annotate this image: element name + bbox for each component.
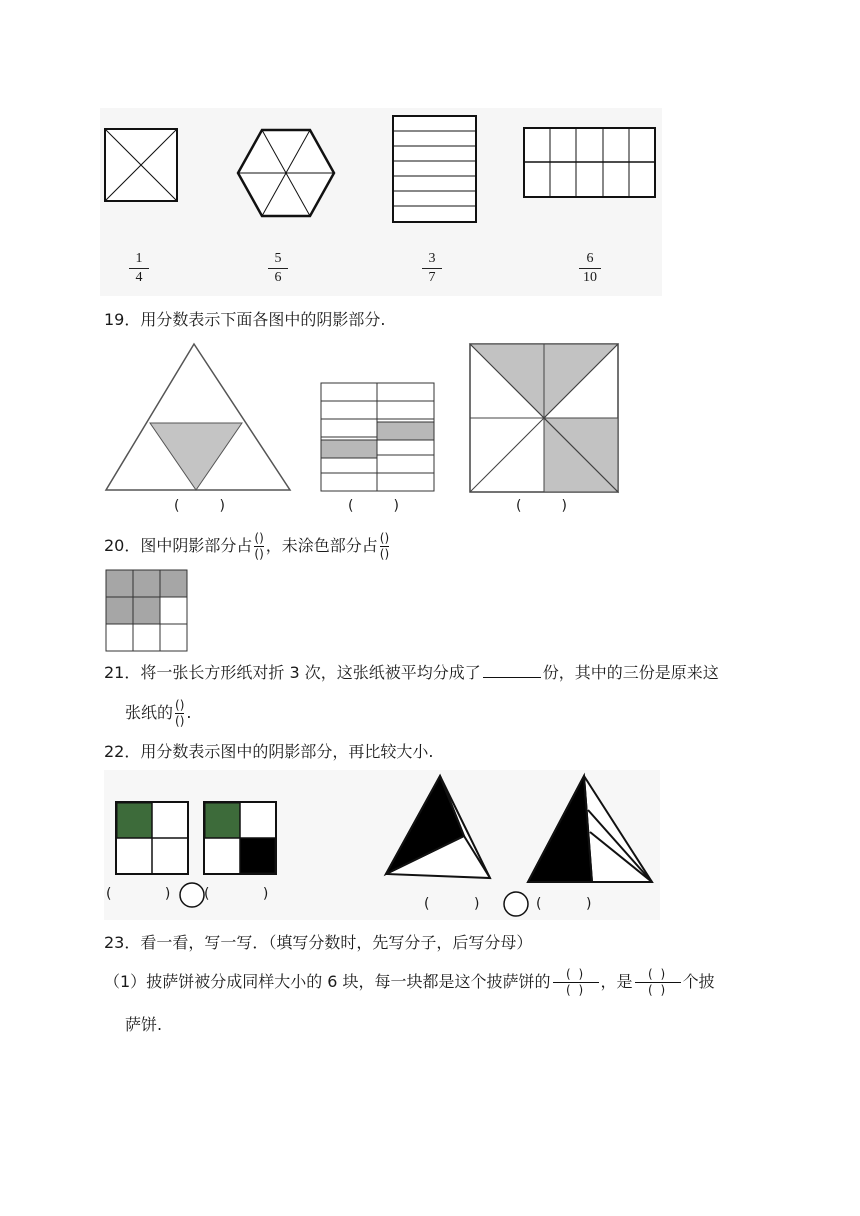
numerator: 1 (135, 251, 143, 266)
question-22 (104, 741, 433, 763)
question-number: 20． (104, 536, 141, 555)
answer-slot-22-2[interactable]: ( ) (204, 886, 269, 902)
shaded-fraction-blank[interactable]: $\frac{()}{()}$ (254, 531, 264, 561)
question-20 (104, 531, 391, 561)
striped-rectangle-shape (393, 116, 476, 222)
eight-part-square-shape (470, 344, 618, 492)
sub-text-b: ，是 (600, 972, 633, 991)
question-19 (104, 309, 385, 331)
sub-text-a: 披萨饼被分成同样大小的 6 块，每一块都是这个披萨饼的 (146, 972, 551, 991)
triangle-half-shape (528, 776, 652, 882)
compare-circle-1 (180, 883, 204, 907)
denominator: 7 (428, 270, 436, 285)
question-text-c: 张纸的 (125, 703, 174, 722)
question-23-sub1-line1 (104, 966, 715, 998)
numerator: 5 (274, 251, 282, 266)
question-23-sub1-line2 (125, 1014, 162, 1036)
triangle-shape (106, 344, 290, 490)
answer-slot-19-1[interactable]: ( ) (174, 498, 225, 514)
denominator: 6 (274, 270, 282, 285)
question-number: 22． (104, 742, 141, 761)
question-text-a: 图中阴影部分占 (140, 536, 253, 555)
fraction-blank[interactable]: $\frac{()}{()}$ (175, 698, 185, 728)
question-number: 19． (104, 310, 141, 329)
denominator: 4 (135, 270, 143, 285)
fraction-blank-1[interactable]: $\frac{( )}{( )}$ (553, 968, 599, 997)
answer-slot-22-4[interactable]: ( ) (536, 896, 592, 912)
unshaded-fraction-blank[interactable]: $\frac{()}{()}$ (379, 531, 390, 561)
answer-slot-22-3[interactable]: ( ) (424, 896, 480, 912)
square-one-quarter-shape (116, 802, 188, 874)
answer-slot-22-1[interactable]: ( ) (106, 886, 171, 902)
fraction-label-4 (577, 251, 603, 286)
period: . (186, 703, 192, 722)
answer-slot-19-2[interactable]: ( ) (348, 498, 399, 514)
question-text-b: ，未涂色部分占 (265, 536, 378, 555)
fraction-blank-2[interactable]: $\frac{( )}{( )}$ (635, 968, 681, 997)
shapes-19 (100, 338, 630, 522)
denominator: 10 (583, 270, 597, 285)
question-text-a: 将一张长方形纸对折 3 次，这张纸被平均分成了 (140, 663, 481, 682)
question-text-b: 份，其中的三份是原来这 (542, 663, 719, 682)
triangle-one-third-shape (386, 776, 490, 878)
grid-2x5-shape (524, 128, 655, 197)
question-number: 23． (104, 933, 141, 952)
hexagon-shape (238, 130, 334, 216)
fraction-label-1 (127, 251, 151, 286)
question-21-line2 (125, 698, 191, 728)
question-text: 用分数表示下面各图中的阴影部分. (140, 310, 386, 329)
numerator: 3 (428, 251, 436, 266)
question-number: 21． (104, 663, 141, 682)
question-21-line1 (104, 661, 719, 684)
fraction-label-2 (266, 251, 290, 286)
grid-3x3-shape (104, 568, 188, 652)
answer-slot-19-3[interactable]: ( ) (516, 498, 567, 514)
answer-blank[interactable] (483, 661, 541, 678)
question-23 (104, 932, 532, 954)
compare-circle-2 (504, 892, 528, 916)
question-text: 用分数表示图中的阴影部分，再比较大小. (140, 742, 434, 761)
sub-label: （1） (104, 972, 147, 991)
cell-table-shape (321, 383, 434, 491)
square-diagonals-shape (105, 129, 177, 201)
sub-text-d: 萨饼. (125, 1015, 163, 1034)
square-two-quarters-shape (204, 802, 276, 874)
numerator: 6 (586, 251, 594, 266)
question-text: 看一看，写一写．（填写分数时，先写分子，后写分母） (140, 933, 533, 952)
sub-text-c: 个披 (682, 972, 715, 991)
fraction-label-3 (420, 251, 444, 286)
